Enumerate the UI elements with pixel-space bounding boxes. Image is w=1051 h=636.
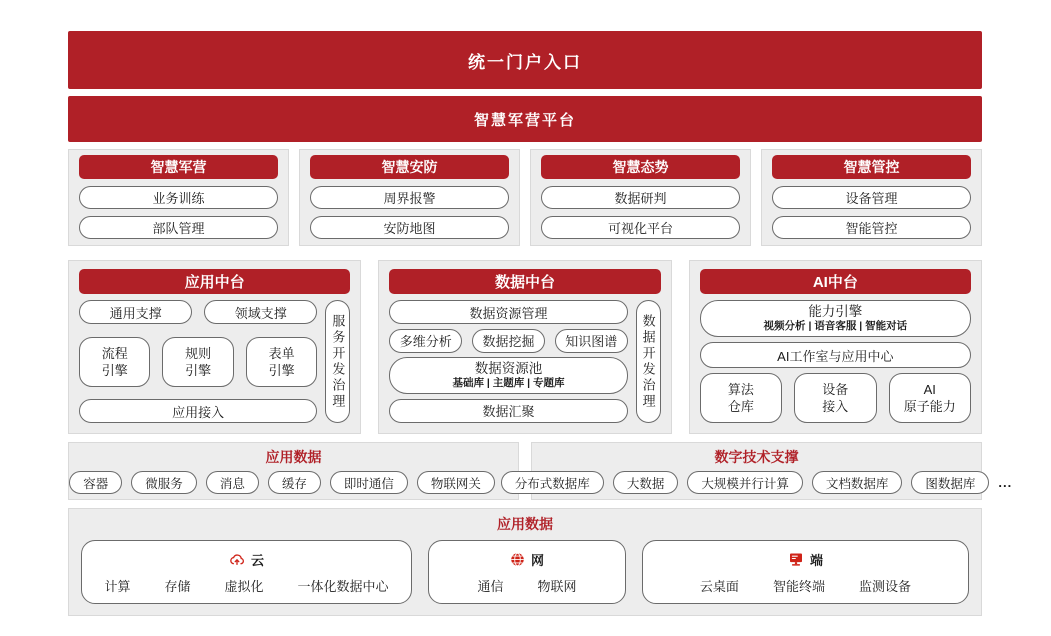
domain-item: 周界报警 (310, 186, 509, 209)
domain-item: 业务训练 (79, 186, 278, 209)
support-pill: 微服务 (131, 471, 197, 494)
service-dev-governance-pill: 服务开发治理 (325, 300, 350, 423)
globe-icon (510, 552, 525, 567)
infra-item: 计算 (104, 578, 131, 594)
app-support-pill: 通用支撑 (79, 300, 192, 324)
cloud-upload-icon (229, 552, 245, 566)
data-tool-pill: 知识图谱 (555, 329, 628, 353)
ai-studio-pill: AI工作室与应用中心 (700, 342, 971, 368)
banner-unified-portal: 统一门户入口 (68, 31, 982, 89)
support-pill: 分布式数据库 (501, 471, 604, 494)
support-pill: 消息 (206, 471, 259, 494)
infra-group-cloud (81, 540, 412, 604)
data-manage-pill: 数据资源管理 (389, 300, 627, 324)
ai-engine-box: 能力引擎 视频分析 | 语音客服 | 智能对话 (700, 300, 971, 337)
domain-card-smart-camp (68, 149, 289, 246)
infra-item: 监测设备 (858, 578, 911, 594)
infra-item: 通信 (477, 578, 504, 594)
infra-group-network (428, 540, 626, 604)
ai-cell-box: AI 原子能力 (889, 373, 971, 423)
support-title: 应用数据 (265, 449, 322, 465)
support-pill: 缓存 (268, 471, 321, 494)
platform-card-ai (689, 260, 982, 434)
support-pill: 容器 (69, 471, 122, 494)
platform-card-application (68, 260, 361, 434)
infra-item: 智能终端 (772, 578, 825, 594)
support-title: 数字技术支撑 (714, 449, 799, 465)
support-row (68, 442, 1013, 500)
platform-title: 应用中台 (79, 269, 350, 294)
data-pool-box: 数据资源池 基础库 | 主题库 | 专题库 (389, 357, 627, 394)
data-tool-pill: 多维分析 (389, 329, 462, 353)
ellipsis-more: ... (998, 475, 1013, 490)
support-pill: 文档数据库 (812, 471, 903, 494)
domain-title: 智慧管控 (772, 155, 971, 179)
platform-card-data (378, 260, 671, 434)
domain-item: 部队管理 (79, 216, 278, 239)
infra-item: 一体化数据中心 (297, 578, 389, 594)
domain-title: 智慧态势 (541, 155, 740, 179)
data-gather-pill: 数据汇聚 (389, 399, 627, 423)
platform-row (68, 260, 982, 434)
infra-item: 物联网 (537, 578, 577, 594)
ai-cell-box: 设备 接入 (794, 373, 876, 423)
app-engine-box: 规则 引擎 (162, 337, 233, 387)
infrastructure-card (68, 508, 982, 616)
infra-item: 云桌面 (699, 578, 739, 594)
domain-card-smart-security (299, 149, 520, 246)
ai-cell-box: 算法 仓库 (700, 373, 782, 423)
support-pill: 大数据 (613, 471, 679, 494)
monitor-icon (788, 552, 804, 567)
domain-item: 智能管控 (772, 216, 971, 239)
infra-group-name: 云 (251, 552, 265, 568)
app-support-pill: 领域支撑 (204, 300, 317, 324)
infrastructure-title: 应用数据 (497, 516, 553, 532)
data-tool-pill: 数据挖掘 (472, 329, 545, 353)
infra-item: 虚拟化 (224, 578, 264, 594)
platform-title: AI中台 (700, 269, 971, 294)
domain-card-smart-situation (530, 149, 751, 246)
app-engine-box: 流程 引擎 (79, 337, 150, 387)
domain-item: 可视化平台 (541, 216, 740, 239)
support-card-app-data (68, 442, 519, 500)
app-engine-box: 表单 引擎 (246, 337, 317, 387)
support-pill: 图数据库 (911, 471, 989, 494)
support-pill: 即时通信 (330, 471, 408, 494)
support-pill: 物联网关 (417, 471, 495, 494)
domain-item: 设备管理 (772, 186, 971, 209)
support-pill: 大规模并行计算 (687, 471, 803, 494)
infra-group-name: 网 (530, 552, 544, 568)
architecture-diagram (68, 31, 1013, 616)
domain-card-smart-control (761, 149, 982, 246)
domain-item: 数据研判 (541, 186, 740, 209)
domain-item: 安防地图 (310, 216, 509, 239)
domain-title: 智慧军营 (79, 155, 278, 179)
infra-item: 存储 (164, 578, 191, 594)
platform-title: 数据中台 (389, 269, 660, 294)
support-card-digital-tech (514, 442, 1013, 500)
infra-group-name: 端 (809, 552, 823, 568)
banner-smart-camp-platform: 智慧军营平台 (68, 96, 982, 142)
domain-title: 智慧安防 (310, 155, 509, 179)
data-dev-governance-pill: 数据开发治理 (636, 300, 661, 423)
app-access-pill: 应用接入 (79, 399, 317, 423)
infra-group-terminal (642, 540, 969, 604)
domain-row (68, 149, 982, 246)
